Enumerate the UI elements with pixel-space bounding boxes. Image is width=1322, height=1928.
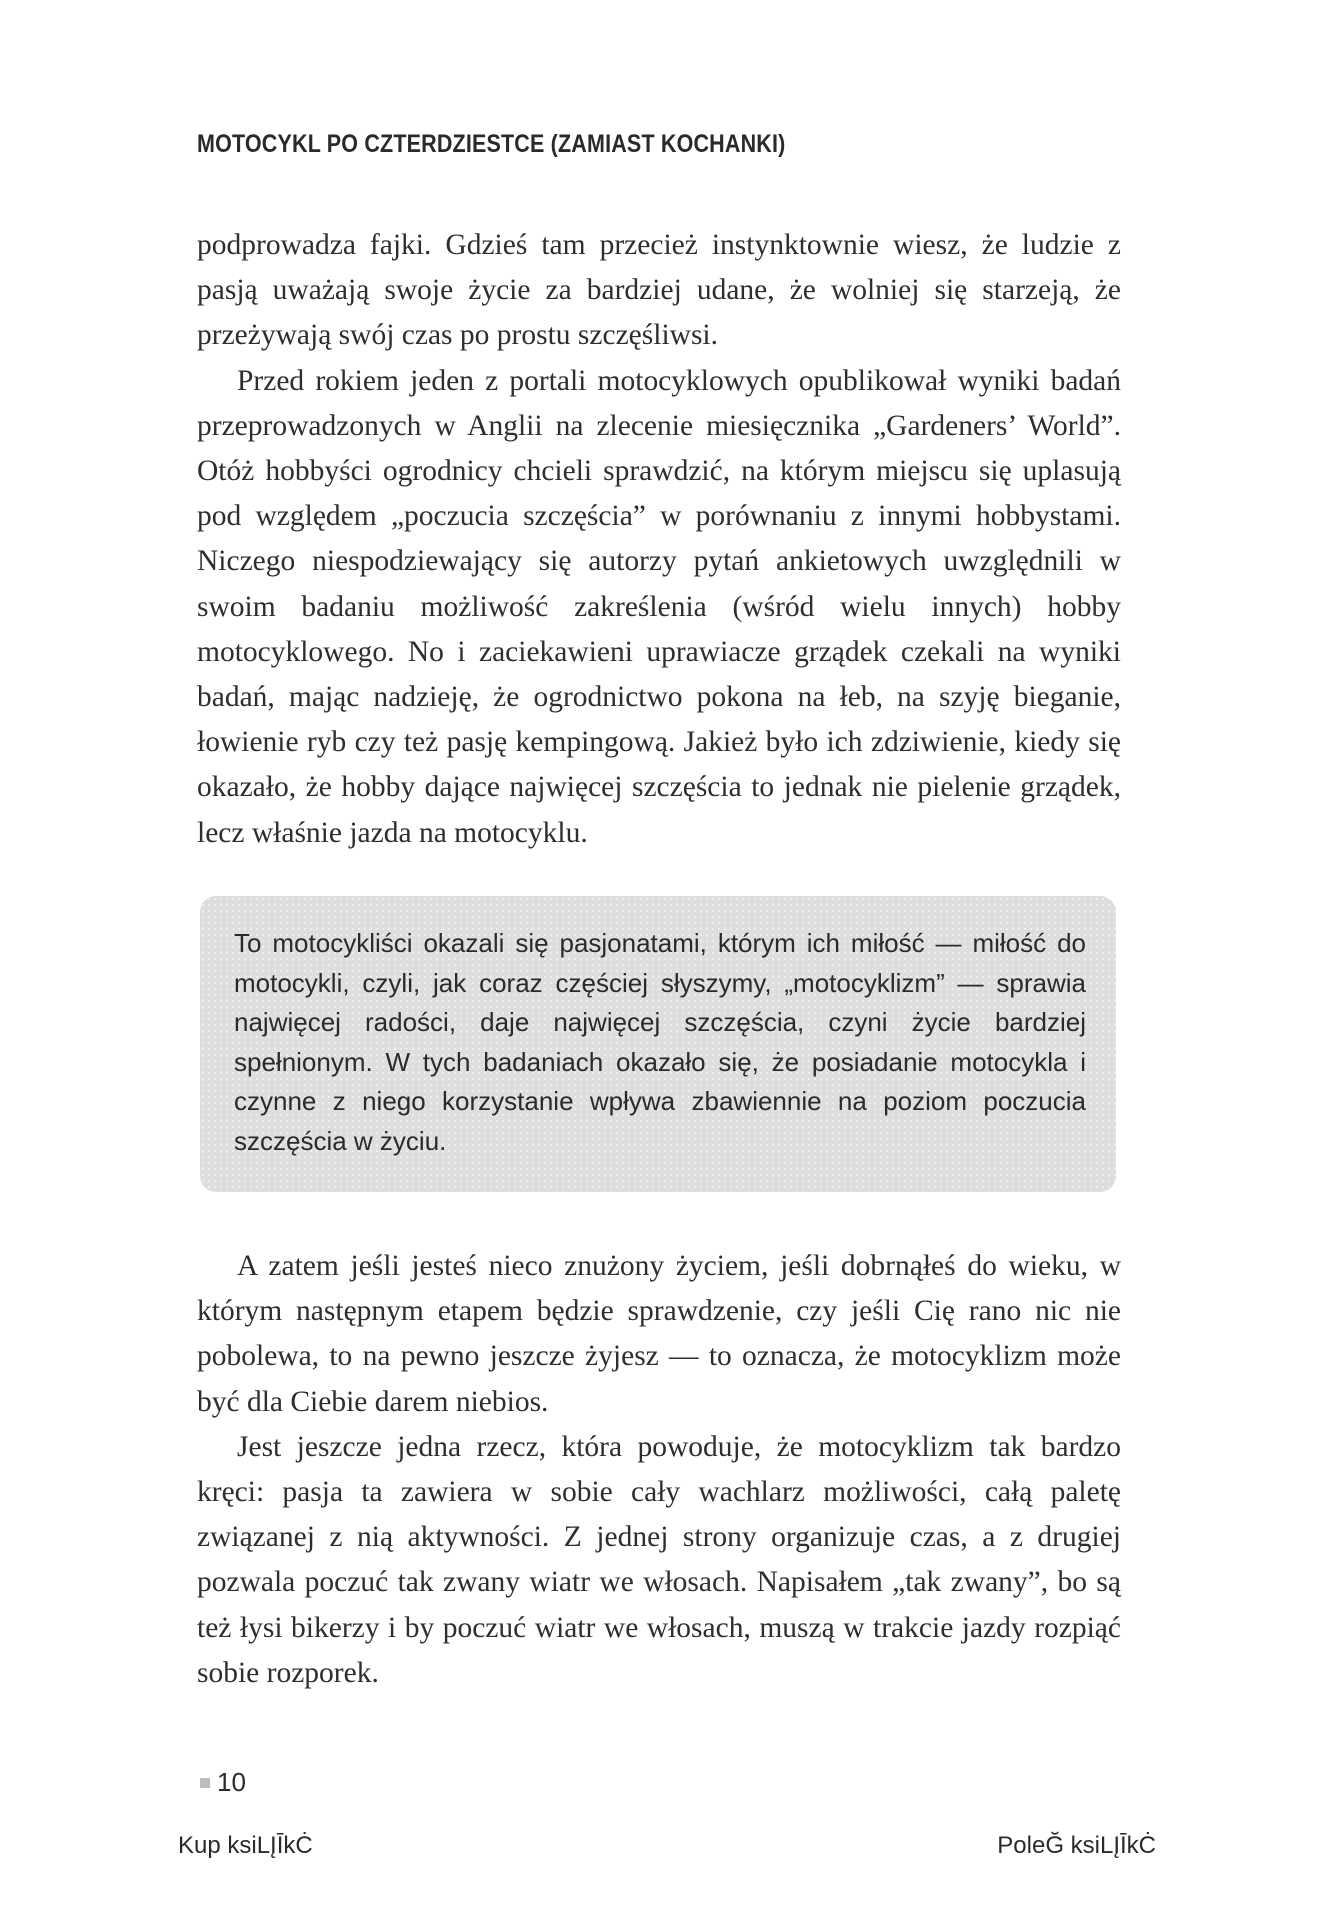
paragraph: podprowadza fajki. Gdzieś tam przecież instynktownie wiesz, że ludzie z pasją uważają swoje życie za bardziej udane, że wolniej się starzeją, że przeżywają swój czas po prostu szczęśliwsi. xyxy=(197,229,1121,352)
body-text-top xyxy=(197,223,1121,856)
page-number xyxy=(200,1767,246,1798)
paragraph: A zatem jeśli jesteś nieco znużony życiem, jeśli dobrnąłeś do wieku, w którym następnym etapem będzie sprawdzenie, czy jeśli Cię rano nic nie pobolewa, to na pewno jeszcze żyjesz — to oznacza, że motocyklizm może być dla Ciebie darem niebios. xyxy=(197,1250,1121,1418)
callout-text: To motocykliści okazali się pasjonatami, którym ich miłość — miłość do motocykli, czyli, jak coraz częściej słyszymy, „motocyklizm” — sprawia najwięcej radości, daje najwięcej szczęścia, czyni życie bardziej spełnionym. W tych badaniach okazało się, że posiadanie motocykla i czynne z niego korzystanie wpływa zbawiennie na poziom poczucia szczęścia w życiu. xyxy=(234,928,1086,1156)
paragraph: Przed rokiem jeden z portali motocyklowych opublikował wyniki badań przeprowadzonych w Anglii na zlecenie miesięcznika „Gardeners’ World”. Otóż hobbyści ogrodnicy chcieli sprawdzić, na którym miejscu się uplasują pod względem „poczucia szczęścia” w porównaniu z innymi hobbystami. Niczego niespodziewający się autorzy pytań ankietowych uwzględnili w swoim badaniu możliwość zakreślenia (wśród wielu innych) hobby motocyklowego. No i zaciekawieni uprawiacze grządek czekali na wyniki badań, mając nadzieję, że ogrodnictwo pokona na łeb, na szyję bieganie, łowienie ryb czy też pasję kempingową. Jakież było ich zdziwienie, kiedy się okazało, że hobby dające najwięcej szczęścia to jednak nie pielenie grządek, lecz właśnie jazda na motocyklu. xyxy=(197,364,1121,849)
running-header: MOTOCYKL PO CZTERDZIESTCE (ZAMIAST KOCHANKI) xyxy=(197,130,786,158)
buy-book-link[interactable]: Kup ksiLĮĪkĊ xyxy=(178,1832,313,1859)
page-number-text: 10 xyxy=(217,1767,246,1797)
paragraph: Jest jeszcze jedna rzecz, która powoduje, że motocyklizm tak bardzo kręci: pasja ta zawiera w sobie cały wachlarz możliwości, całą paletę związanej z nią aktywności. Z jednej strony organizuje czas, a z drugiej pozwala poczuć tak zwany wiatr we włosach. Napisałem „tak zwany”, bo są też łysi bikerzy i by poczuć wiatr we włosach, muszą w trakcie jazdy rozpiąć sobie rozporek. xyxy=(197,1430,1121,1689)
callout-box xyxy=(200,896,1116,1192)
recommend-book-link[interactable]: PoleĞ ksiLĮĪkĊ xyxy=(997,1832,1156,1859)
body-text-bottom xyxy=(197,1244,1121,1696)
square-marker-icon xyxy=(200,1778,210,1788)
